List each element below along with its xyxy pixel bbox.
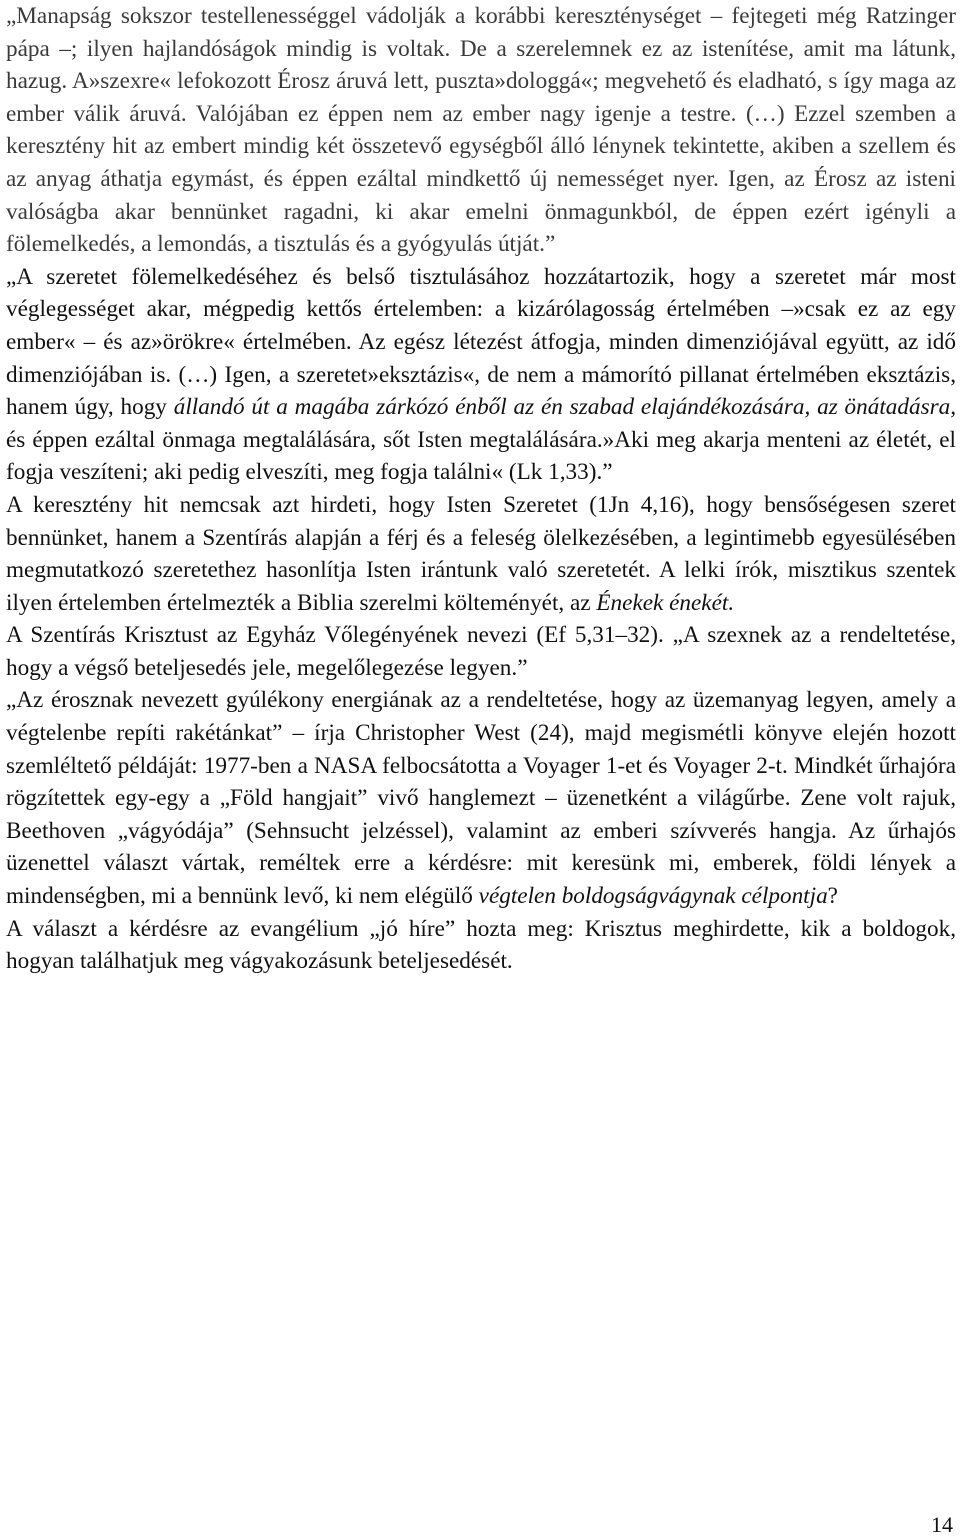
text-segment: A választ a kérdésre az evangélium „jó híre” hozta meg: Krisztus meghirdette, kik a boldogok, hogyan találhatjuk meg vágyakozásunk beteljesedését. — [6, 915, 956, 975]
paragraph-love-ascent-quote — [6, 261, 956, 489]
text-segment-italic: állandó út a magába zárkózó énből az én szabad elajándékozására, az önátadásra, — [173, 394, 957, 421]
text-segment: „Manapság sokszor testellenességgel vádolják a korábbi kereszténységet – fejtegeti még Ratzinger pápa –; ilyen hajlandóságok mindig is voltak. De a szerelemnek ez az istenítése, amit ma látunk, hazug. A»szexre« lefokozott Érosz áruvá lett, puszta»dologgá«; megvehető és eladható, s így maga az ember válik áruvá. Valójában ez éppen nem az ember nagy igenje a testre. (…) Ezzel szemben a keresztény hit az embert mindig két összetevő egységből álló lénynek tekintette, akiben a szellem és az anyag áthatja egymást, és éppen ezáltal mindkettő új nemességet nyer. Igen, az Érosz az isteni valóságba akar bennünket ragadni, ki akar emelni önmagunkból, de éppen ezért igényli a fölemelkedés, a lemondás, a tisztulás és a gyógyulás útját.” — [6, 3, 956, 258]
text-segment: A keresztény hit nemcsak azt hirdeti, hogy Isten Szeretet (1Jn 4,16), hogy bensőségesen szeret bennünket, hanem a Szentírás alapján a férj és a feleség ölelkezésében, a legintimebb egyesülésében megmutatkozó szeretethez hasonlítja Isten irántunk való szeretetét. A lelki írók, misztikus szentek ilyen értelemben értelmezték a Biblia szerelmi költeményét, az — [6, 491, 956, 616]
page-number: 14 — [931, 1512, 953, 1537]
text-segment: A Szentírás Krisztust az Egyház Vőlegényének nevezi (Ef 5,31–32). „A szexnek az a rendeltetése, hogy a végső beteljesedés jele, megelőlegezése legyen.” — [6, 622, 956, 681]
document-page — [6, 0, 956, 978]
text-segment: „A szeretet fölemelkedéséhez és belső tisztulásához hozzátartozik, hogy a szeretet már most véglegességet akar, mégpedig kettős értelemben: a kizárólagosság értelmében –»csak ez az egy ember« – és az»örökre« értelmében. Az egész létezést átfogja, minden dimenziójával együtt, az idő dimenziójában is. (…) Igen, a szeretet»eksztázis«, de nem a mámorító pillanat értelmében eksztázis, hanem úgy, hogy — [6, 263, 956, 421]
text-segment: ? — [827, 883, 838, 910]
text-segment-italic: Énekek énekét. — [596, 589, 735, 616]
paragraph-bridegroom — [6, 619, 956, 684]
paragraph-ratzinger-quote — [6, 0, 956, 261]
paragraph-eros-voyager — [6, 684, 956, 912]
text-segment: „Az érosznak nevezett gyúlékony energiának az a rendeltetése, hogy az üzemanyag legyen, amely a végtelenbe repíti rakétánkat” – írja Christopher West (24), majd megismétli könyve elején hozott szemléltető példáját: 1977-ben a NASA felbocsátotta a Voyager 1-et és Voyager 2-t. Mindkét űrhajóra rögzítettek egy-egy a „Föld hangjait” vivő hanglemezt – üzenetként a világűrbe. Zene volt rajuk, Beethoven „vágyódája” (Sehnsucht jelzéssel), valamint az emberi szívverés hangja. Az űrhajós üzenettel választ vártak, reméltek erre a kérdésre: mit keresünk mi, emberek, földi lények a mindenségben, mi a bennünk levő, ki nem elégülő — [6, 687, 956, 910]
paragraph-christian-faith — [6, 489, 956, 619]
text-segment-italic: végtelen boldogságvágynak célpontja — [478, 883, 828, 910]
paragraph-gospel-answer — [6, 913, 956, 978]
text-segment: és éppen ezáltal önmaga megtalálására, sőt Isten megtalálására.»Aki meg akarja menteni az életét, el fogja veszíteni; aki pedig elveszíti, meg fogja találni« (Lk 1,33).” — [6, 426, 956, 486]
